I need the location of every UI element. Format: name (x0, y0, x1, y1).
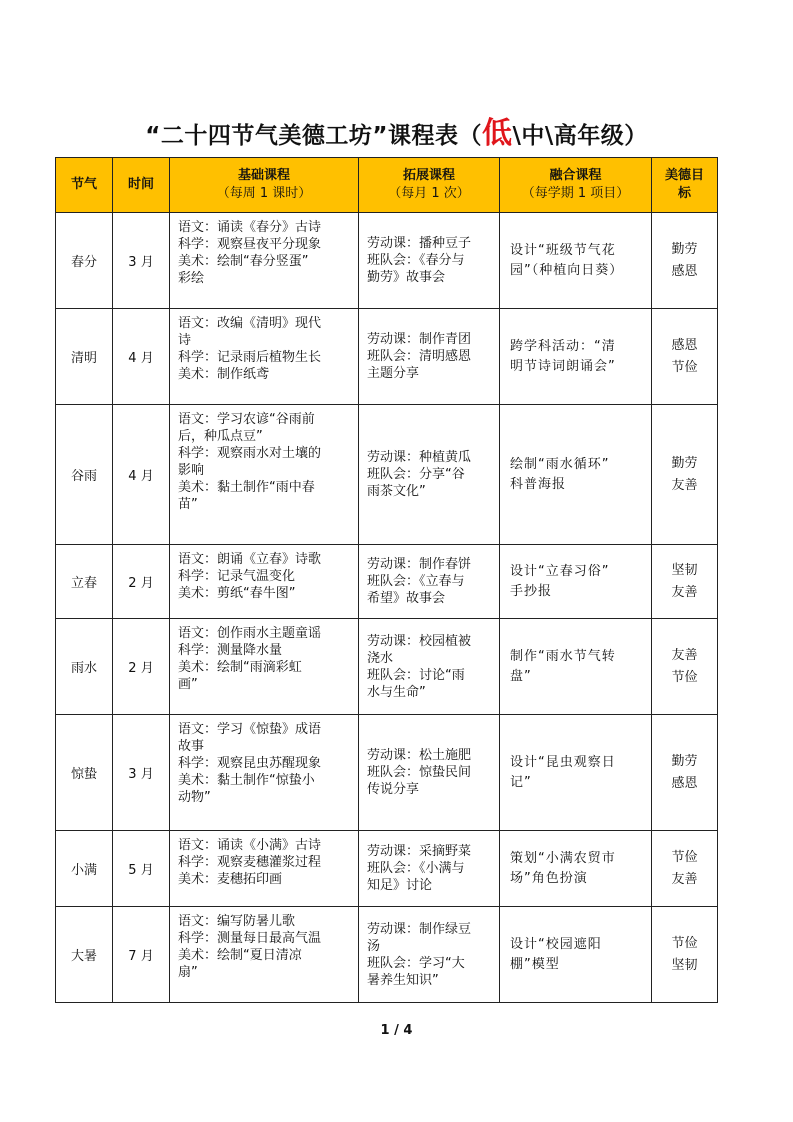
basic-course-line: 画” (178, 677, 198, 692)
extension-course-cell (359, 309, 500, 405)
table-row (56, 309, 718, 405)
header-basic-course: 基础课程 （每周 1 课时） (170, 158, 359, 213)
extension-course-line: 劳动课：采摘野菜 (367, 844, 472, 859)
extension-course-cell (359, 715, 500, 831)
integrated-course-line: 盘” (510, 668, 532, 684)
extension-course-line: 希望》故事会 (367, 591, 446, 606)
basic-course-line: 苗” (178, 497, 198, 512)
solar-term-cell: 雨水 (56, 619, 113, 715)
basic-course-cell (170, 619, 359, 715)
virtue-goal-cell (652, 831, 718, 907)
virtue-goal-item: 友善 (671, 477, 698, 493)
basic-course-line: 美术：黏土制作“惊蛰小 (178, 773, 315, 788)
header-extension-course: 拓展课程 （每月 1 次） (359, 158, 500, 213)
extension-course-line: 劳动课：种植黄瓜 (367, 450, 472, 465)
extension-course-line: 班队会：《小满与 (367, 861, 465, 876)
table-row (56, 545, 718, 619)
basic-course-line: 后，种瓜点豆” (178, 429, 263, 444)
virtue-goal-item: 坚韧 (671, 562, 698, 578)
extension-course-line: 暑养生知识” (367, 972, 439, 988)
extension-course-line: 劳动课：制作绿豆 (367, 921, 472, 937)
extension-course-line: 班队会：讨论“雨 (367, 667, 465, 683)
virtue-goal-cell (652, 309, 718, 405)
basic-course-line: 科学：观察昼夜平分现象 (178, 237, 322, 252)
integrated-course-line: 设计“立春习俗” (510, 563, 610, 579)
solar-term-cell: 大暑 (56, 907, 113, 1003)
solar-term-cell: 谷雨 (56, 405, 113, 545)
integrated-course-line: 科普海报 (510, 476, 567, 492)
virtue-goal-cell (652, 405, 718, 545)
basic-course-line: 美术：绘制“春分竖蛋” (178, 254, 309, 269)
month-cell: 7 月 (113, 907, 170, 1003)
integrated-course-line: 设计“校园遮阳 (510, 936, 602, 952)
integrated-course-line: 手抄报 (510, 583, 553, 599)
basic-course-line: 语文：创作雨水主题童谣 (178, 626, 322, 641)
basic-course-cell (170, 545, 359, 619)
extension-course-line: 勤劳》故事会 (367, 270, 446, 285)
integrated-course-line: 园”（种植向日葵） (510, 262, 624, 278)
extension-course-cell (359, 405, 500, 545)
basic-course-line: 美术：麦穗拓印画 (178, 872, 283, 887)
extension-course-line: 劳动课：校园植被 (367, 633, 472, 649)
course-table (55, 157, 718, 1003)
integrated-course-cell (500, 619, 652, 715)
extension-course-line: 班队会：分享“谷 (367, 467, 465, 482)
integrated-course-line: 设计“班级节气花 (510, 242, 616, 258)
virtue-goal-item: 节俭 (671, 849, 698, 865)
basic-course-line: 科学：记录气温变化 (178, 569, 296, 584)
page-title (0, 108, 793, 152)
virtue-goal-item: 节俭 (671, 935, 698, 951)
extension-course-cell (359, 213, 500, 309)
extension-course-cell (359, 545, 500, 619)
basic-course-line: 彩绘 (178, 271, 205, 286)
integrated-course-line: 策划“小满农贸市 (510, 850, 616, 866)
basic-course-line: 科学：观察昆虫苏醒现象 (178, 756, 322, 771)
extension-course-line: 劳动课：松土施肥 (367, 748, 472, 763)
basic-course-line: 美术：绘制“雨滴彩虹 (178, 660, 302, 675)
basic-course-line: 美术：黏土制作“雨中春 (178, 480, 315, 495)
month-cell: 5 月 (113, 831, 170, 907)
basic-course-line: 语文：诵读《春分》古诗 (178, 220, 322, 235)
virtue-goal-item: 友善 (671, 871, 698, 887)
header-term: 节气 (56, 158, 113, 213)
header-month: 时间 (113, 158, 170, 213)
virtue-goal-item: 节俭 (671, 669, 698, 685)
table-row (56, 619, 718, 715)
extension-course-line: 劳动课：播种豆子 (367, 236, 472, 251)
extension-course-line: 知足》讨论 (367, 878, 433, 893)
table-row (56, 213, 718, 309)
basic-course-line: 影响 (178, 463, 205, 478)
virtue-goal-item: 坚韧 (671, 957, 698, 973)
title-suffix: \中\高年级） (512, 123, 648, 149)
basic-course-line: 科学：测量每日最高气温 (178, 931, 322, 946)
basic-course-line: 语文：编写防暑儿歌 (178, 914, 296, 929)
extension-course-line: 班队会：清明感恩 (367, 349, 472, 364)
month-cell: 2 月 (113, 545, 170, 619)
basic-course-cell (170, 309, 359, 405)
header-integrated-course: 融合课程 （每学期 1 项目） (500, 158, 652, 213)
integrated-course-cell (500, 715, 652, 831)
basic-course-line: 科学：观察雨水对土壤的 (178, 446, 322, 461)
virtue-goal-cell (652, 715, 718, 831)
virtue-goal-item: 勤劳 (671, 241, 698, 257)
virtue-goal-item: 节俭 (671, 359, 698, 375)
extension-course-line: 传说分享 (367, 782, 420, 797)
virtue-goal-item: 勤劳 (671, 753, 698, 769)
solar-term-cell: 立春 (56, 545, 113, 619)
solar-term-cell: 清明 (56, 309, 113, 405)
extension-course-line: 班队会：《春分与 (367, 253, 465, 268)
page-number: 1 / 4 (380, 1023, 413, 1038)
header-virtue-goal: 美德目 标 (652, 158, 718, 213)
table-row (56, 907, 718, 1003)
basic-course-line: 科学：记录雨后植物生长 (178, 350, 322, 365)
basic-course-line: 诗 (178, 333, 192, 348)
basic-course-cell (170, 715, 359, 831)
extension-course-line: 班队会：《立春与 (367, 574, 465, 589)
extension-course-line: 劳动课：制作青团 (367, 332, 472, 347)
basic-course-line: 语文：朗诵《立春》诗歌 (178, 552, 322, 567)
virtue-goal-cell (652, 907, 718, 1003)
basic-course-line: 动物” (178, 790, 211, 805)
extension-course-line: 班队会：学习“大 (367, 955, 465, 971)
month-cell: 4 月 (113, 309, 170, 405)
integrated-course-line: 棚”模型 (510, 956, 560, 972)
integrated-course-cell (500, 831, 652, 907)
solar-term-cell: 惊蛰 (56, 715, 113, 831)
extension-course-line: 雨茶文化” (367, 484, 426, 499)
basic-course-cell (170, 405, 359, 545)
month-cell: 2 月 (113, 619, 170, 715)
virtue-goal-item: 感恩 (671, 775, 698, 791)
integrated-course-cell (500, 545, 652, 619)
title-low-grade: 低 (481, 116, 513, 151)
integrated-course-cell (500, 405, 652, 545)
extension-course-line: 主题分享 (367, 366, 420, 381)
integrated-course-cell (500, 907, 652, 1003)
virtue-goal-cell (652, 619, 718, 715)
extension-course-cell (359, 831, 500, 907)
title-prefix: “二十四节气美德工坊”课程表（ (145, 123, 482, 149)
virtue-goal-item: 勤劳 (671, 455, 698, 471)
basic-course-line: 扇” (178, 965, 198, 980)
extension-course-line: 水与生命” (367, 684, 426, 700)
integrated-course-line: 跨学科活动：“清 (510, 338, 616, 354)
basic-course-line: 科学：测量降水量 (178, 643, 283, 658)
table-row (56, 405, 718, 545)
basic-course-line: 语文：诵读《小满》古诗 (178, 838, 322, 853)
month-cell: 3 月 (113, 715, 170, 831)
table-header-row (56, 158, 718, 213)
basic-course-line: 美术：剪纸“春牛图” (178, 586, 296, 601)
extension-course-cell (359, 619, 500, 715)
solar-term-cell: 春分 (56, 213, 113, 309)
basic-course-cell (170, 213, 359, 309)
basic-course-line: 美术：绘制“夏日清凉 (178, 948, 302, 963)
table-row (56, 831, 718, 907)
integrated-course-line: 绘制“雨水循环” (510, 456, 610, 472)
basic-course-line: 语文：改编《清明》现代 (178, 316, 322, 331)
virtue-goal-cell (652, 213, 718, 309)
integrated-course-cell (500, 309, 652, 405)
solar-term-cell: 小满 (56, 831, 113, 907)
extension-course-cell (359, 907, 500, 1003)
extension-course-line: 劳动课：制作春饼 (367, 557, 472, 572)
basic-course-line: 语文：学习农谚“谷雨前 (178, 412, 315, 427)
virtue-goal-cell (652, 545, 718, 619)
virtue-goal-item: 友善 (671, 584, 698, 600)
basic-course-line: 美术：制作纸鸢 (178, 367, 270, 382)
month-cell: 4 月 (113, 405, 170, 545)
integrated-course-cell (500, 213, 652, 309)
integrated-course-line: 场”角色扮演 (510, 870, 588, 886)
integrated-course-line: 明节诗词朗诵会” (510, 358, 616, 374)
extension-course-line: 浇水 (367, 650, 394, 666)
basic-course-line: 故事 (178, 739, 205, 754)
basic-course-cell (170, 907, 359, 1003)
integrated-course-line: 制作“雨水节气转 (510, 648, 616, 664)
table-row (56, 715, 718, 831)
basic-course-line: 语文：学习《惊蛰》成语 (178, 722, 322, 737)
extension-course-line: 班队会：惊蛰民间 (367, 765, 472, 780)
virtue-goal-item: 友善 (671, 647, 698, 663)
extension-course-line: 汤 (367, 938, 381, 954)
basic-course-cell (170, 831, 359, 907)
virtue-goal-item: 感恩 (671, 263, 698, 279)
month-cell: 3 月 (113, 213, 170, 309)
virtue-goal-item: 感恩 (671, 337, 698, 353)
integrated-course-line: 记” (510, 774, 532, 790)
integrated-course-line: 设计“昆虫观察日 (510, 754, 616, 770)
basic-course-line: 科学：观察麦穗灌浆过程 (178, 855, 322, 870)
